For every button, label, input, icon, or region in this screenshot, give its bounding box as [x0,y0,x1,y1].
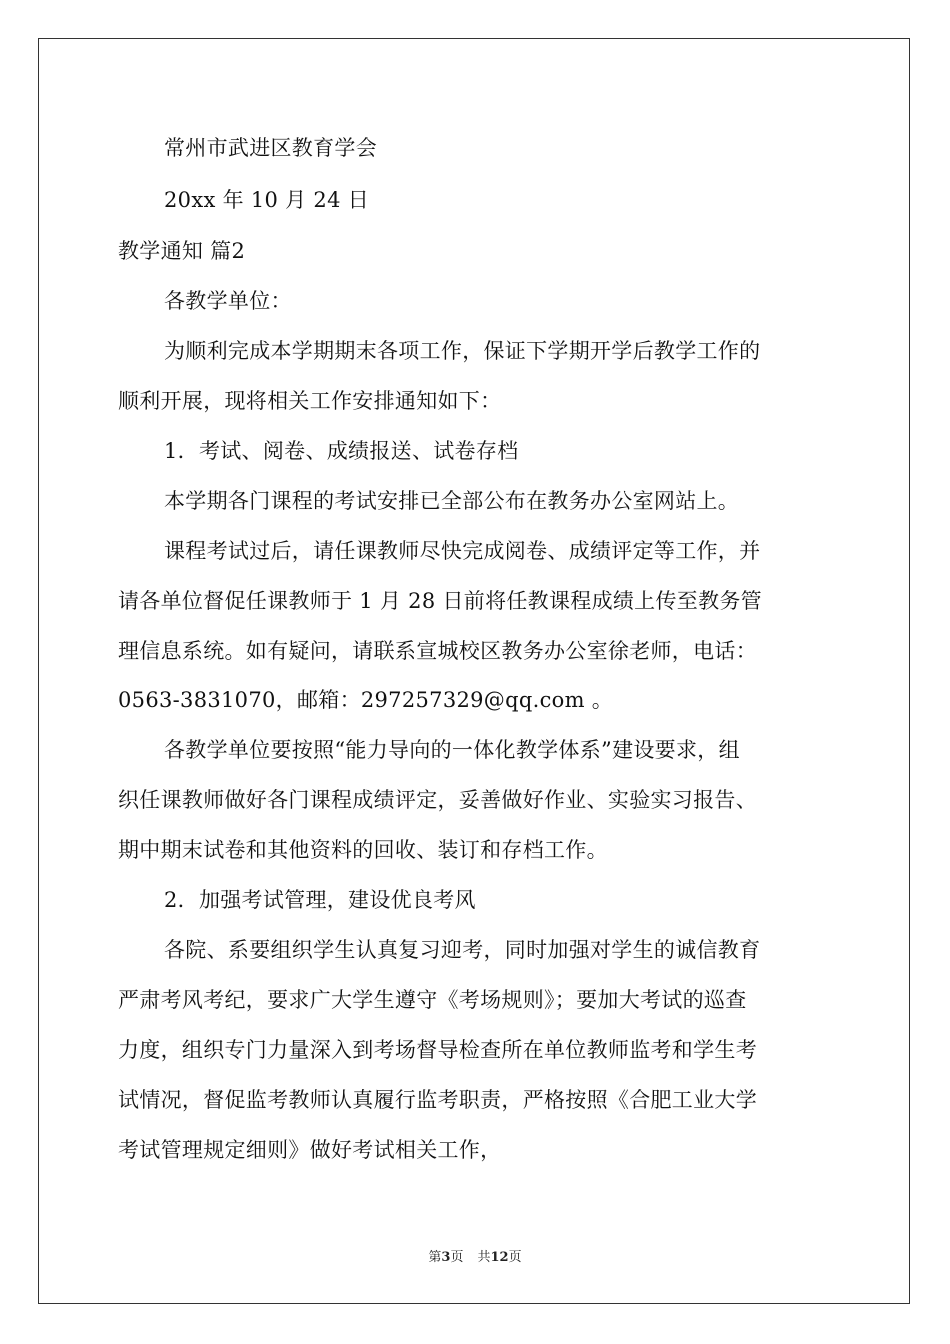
body-line: 各教学单位要按照“能力导向的一体化教学体系”建设要求，组 [164,738,740,762]
signature-date: 20xx 年 10 月 24 日 [164,188,370,212]
item-heading-1: 1．考试、阅卷、成绩报送、试卷存档 [164,439,519,463]
body-line: 期中期末试卷和其他资料的回收、装订和存档工作。 [118,838,608,862]
body-line: 顺利开展，现将相关工作安排通知如下： [118,389,502,413]
body-line: 课程考试过后，请任课教师尽快完成阅卷、成绩评定等工作，并 [164,539,761,563]
footer-page-total: 12 [490,1250,509,1265]
body-line: 力度，组织专门力量深入到考场督导检查所在单位教师监考和学生考 [118,1038,757,1062]
footer-total-prefix: 共 [477,1250,491,1265]
footer-total-suffix: 页 [508,1250,522,1265]
footer-page-mid: 页 [450,1250,464,1265]
body-line: 考试管理规定细则》做好考试相关工作， [118,1138,502,1162]
salutation: 各教学单位： [164,289,292,313]
footer-page-prefix: 第 [428,1250,442,1265]
body-line: 试情况，督促监考教师认真履行监考职责，严格按照《合肥工业大学 [118,1088,757,1112]
contact-line: 0563-3831070，邮箱：297257329@qq.com 。 [118,688,614,712]
body-line: 请各单位督促任课教师于 1 月 28 日前将任教课程成绩上传至教务管 [118,589,762,613]
section-heading: 教学通知 篇2 [118,239,246,263]
body-line: 理信息系统。如有疑问，请联系宣城校区教务办公室徐老师，电话： [118,639,757,663]
body-line: 各院、系要组织学生认真复习迎考，同时加强对学生的诚信教育 [164,938,761,962]
item-heading-2: 2．加强考试管理，建设优良考风 [164,888,476,912]
page-footer [0,1250,950,1266]
body-line: 为顺利完成本学期期末各项工作，保证下学期开学后教学工作的 [164,339,761,363]
body-line: 严肃考风考纪，要求广大学生遵守《考场规则》；要加大考试的巡查 [118,988,747,1012]
body-line: 本学期各门课程的考试安排已全部公布在教务办公室网站上。 [164,489,740,513]
footer-page-current: 3 [441,1250,451,1265]
signature-organization: 常州市武进区教育学会 [164,136,377,160]
body-line: 织任课教师做好各门课程成绩评定，妥善做好作业、实验实习报告、 [118,788,757,812]
